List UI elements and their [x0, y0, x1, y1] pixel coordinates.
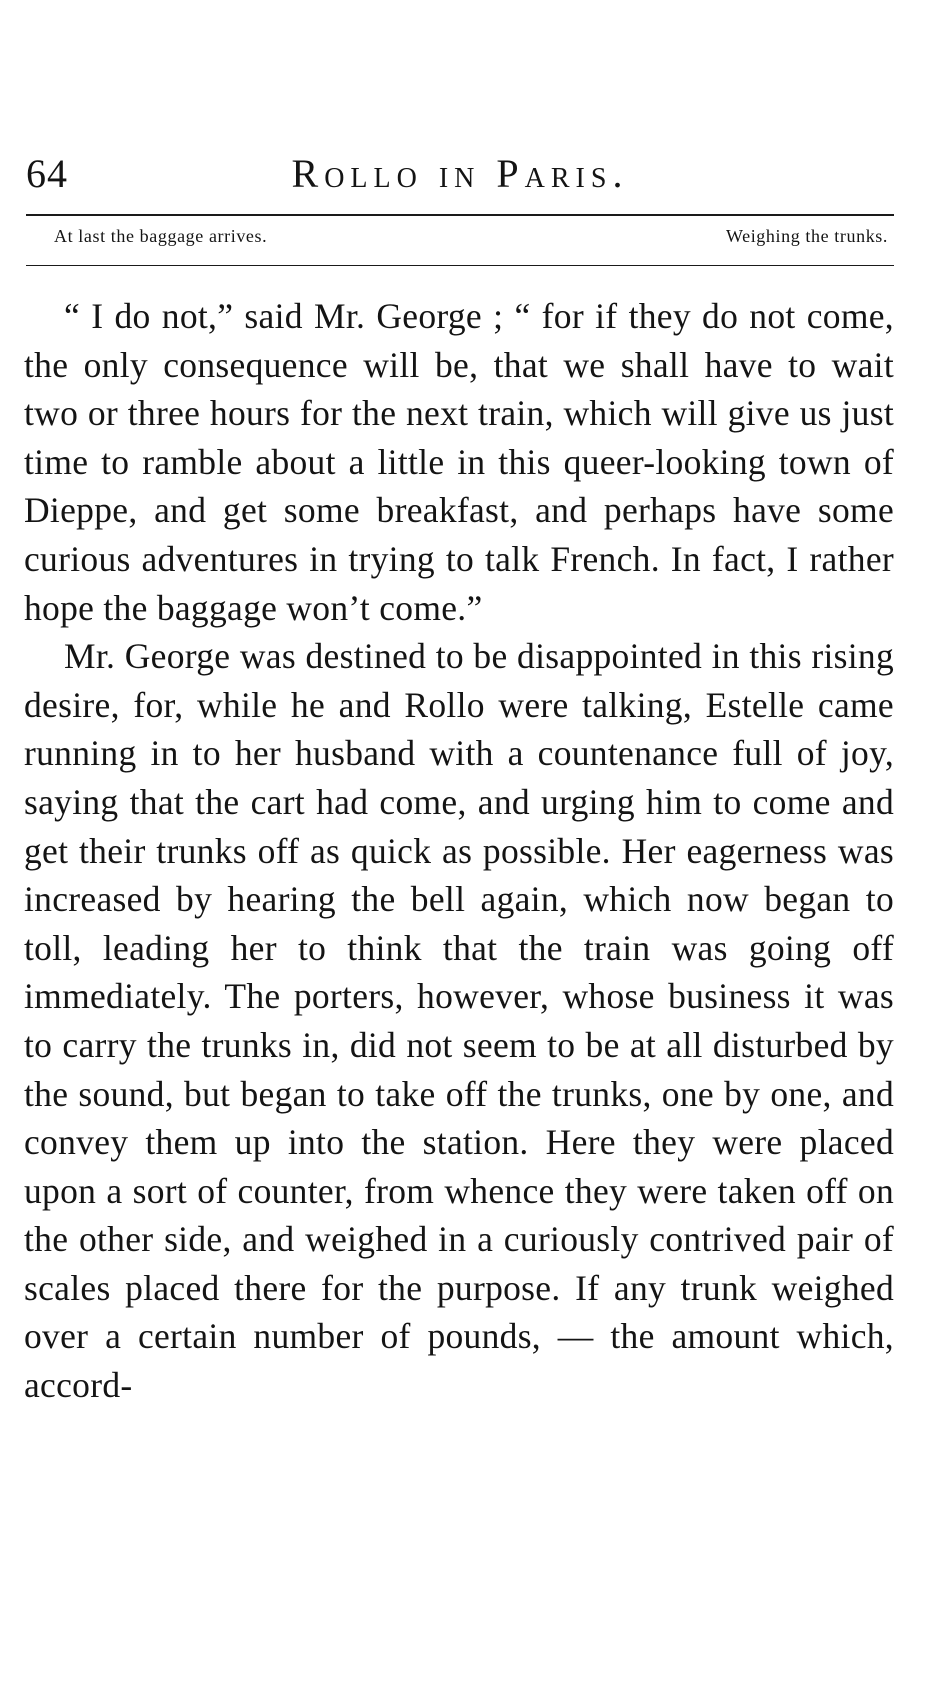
running-head — [26, 150, 894, 200]
page-number: 64 — [26, 151, 68, 196]
sidenotes — [54, 226, 888, 256]
sidenote-left: At last the baggage arrives. — [54, 226, 268, 246]
body-text — [24, 292, 894, 1410]
book-title: Rollo in Paris. — [291, 151, 629, 196]
sidenote-rule — [26, 265, 894, 266]
sidenote-right: Weighing the trunks. — [725, 226, 888, 246]
header-rule — [26, 214, 894, 216]
paragraph-1: “ I do not,” said Mr. George ; “ for if they do not come, the only consequence will be, that we shall have to wait two or three hours for the next train, which will give us just time to ramble about a little in this queer-looking town of Dieppe, and get some breakfast, and perhaps have some curious adventures in trying to talk French. In fact, I rather hope the baggage won’t come.” — [24, 296, 894, 628]
paragraph-2: Mr. George was destined to be disappointed in this rising desire, for, while he and Rollo were talking, Estelle came running in to her husband with a countenance full of joy, saying that the cart had come, and urging him to come and get their trunks off as quick as possible. Her eagerness was increased by hearing the bell again, which now began to toll, leading her to think that the train was going off immediately. The porters, however, whose business it was to carry the trunks in, did not seem to be at all disturbed by the sound, but began to take off the trunks, one by one, and convey them up into the station. Here they were placed upon a sort of counter, from whence they were taken off on the other side, and weighed in a curiously contrived pair of scales placed there for the purpose. If any trunk weighed over a certain number of pounds, — the amount which, accord- — [24, 636, 894, 1406]
